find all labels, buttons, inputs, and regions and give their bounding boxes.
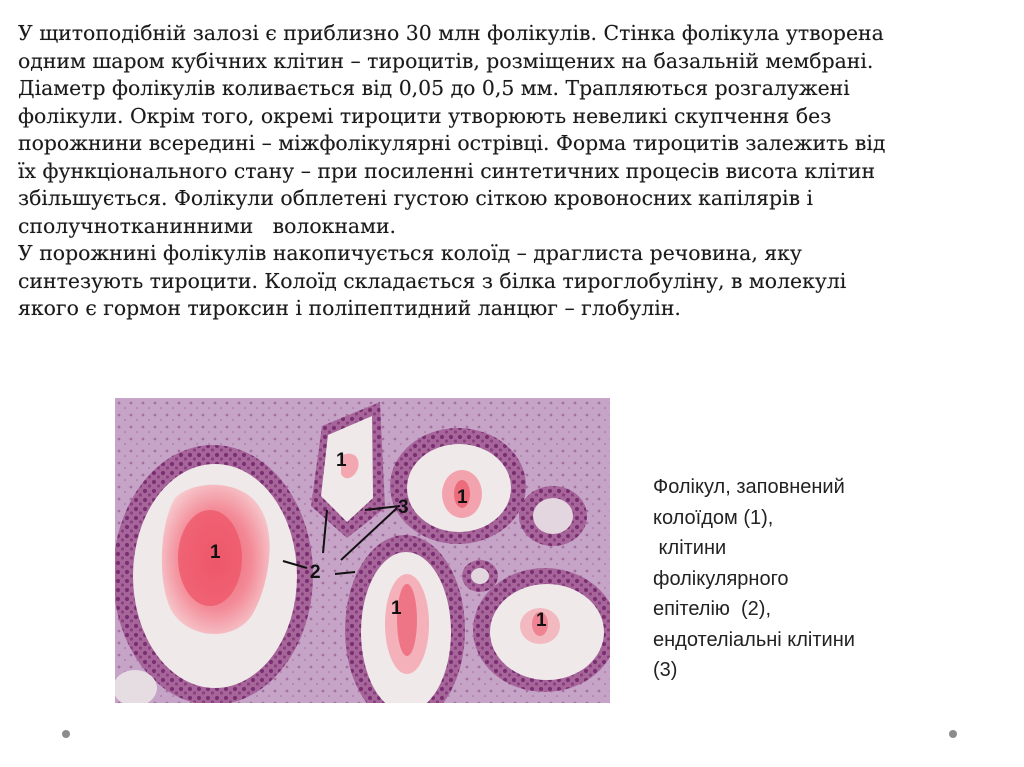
slide-bullet-dot [949, 730, 957, 738]
paragraph-line: порожнини всередині – міжфолікулярні острівці. Форма тироцитів залежить від [18, 131, 886, 155]
caption-line: Фолікул, заповнений [653, 476, 845, 498]
label-colloid: 1 [457, 487, 468, 508]
caption-line: (3) [653, 659, 678, 681]
paragraph-line: якого є гормон тироксин і поліпептидний ланцюг – глобулін. [18, 296, 681, 320]
paragraph-line: їх функціонального стану – при посиленні синтетичних процесів висота клітин [18, 158, 876, 183]
label-endothelium: 3 [398, 497, 409, 518]
paragraph-line: У порожнині фолікулів накопичується колоїд – драглиста речовина, яку [18, 241, 802, 265]
paragraph-line: сполучнотканинними волокнами. [18, 213, 397, 238]
label-epithelium: 2 [310, 562, 321, 583]
caption-line: клітини [653, 537, 727, 559]
label-colloid: 1 [391, 598, 402, 619]
paragraph-line: Діаметр фолікулів коливається від 0,05 до 0,5 мм. Трапляються розгалужені [18, 76, 850, 100]
histology-image [115, 398, 610, 703]
histology-figure [115, 398, 610, 703]
paragraph-line: синтезують тироцити. Колоїд складається з білка тироглобуліну, в молекулі [18, 268, 847, 293]
label-colloid: 1 [336, 450, 347, 471]
label-colloid: 1 [210, 542, 221, 563]
paragraph-line: збільшується. Фолікули обплетені густою сіткою кровоносних капілярів і [18, 186, 814, 210]
paragraph-line: фолікули. Окрім того, окремі тироцити утворюють невеликі скупчення без [18, 103, 832, 128]
caption-line: колоїдом (1), [653, 506, 774, 529]
caption-line: епітелію (2), [653, 598, 772, 620]
main-text [18, 20, 1008, 323]
slide-bullet-dot [62, 730, 70, 738]
caption-line: фолікулярного [653, 567, 789, 590]
figure-caption [653, 472, 983, 686]
caption-line: ендотеліальні клітини [653, 628, 855, 651]
paragraph-line: одним шаром кубічних клітин – тироцитів, розміщених на базальній мембрані. [18, 48, 874, 73]
label-colloid: 1 [536, 610, 547, 631]
paragraph-line: У щитоподібній залозі є приблизно 30 млн фолікулів. Стінка фолікула утворена [18, 21, 884, 45]
